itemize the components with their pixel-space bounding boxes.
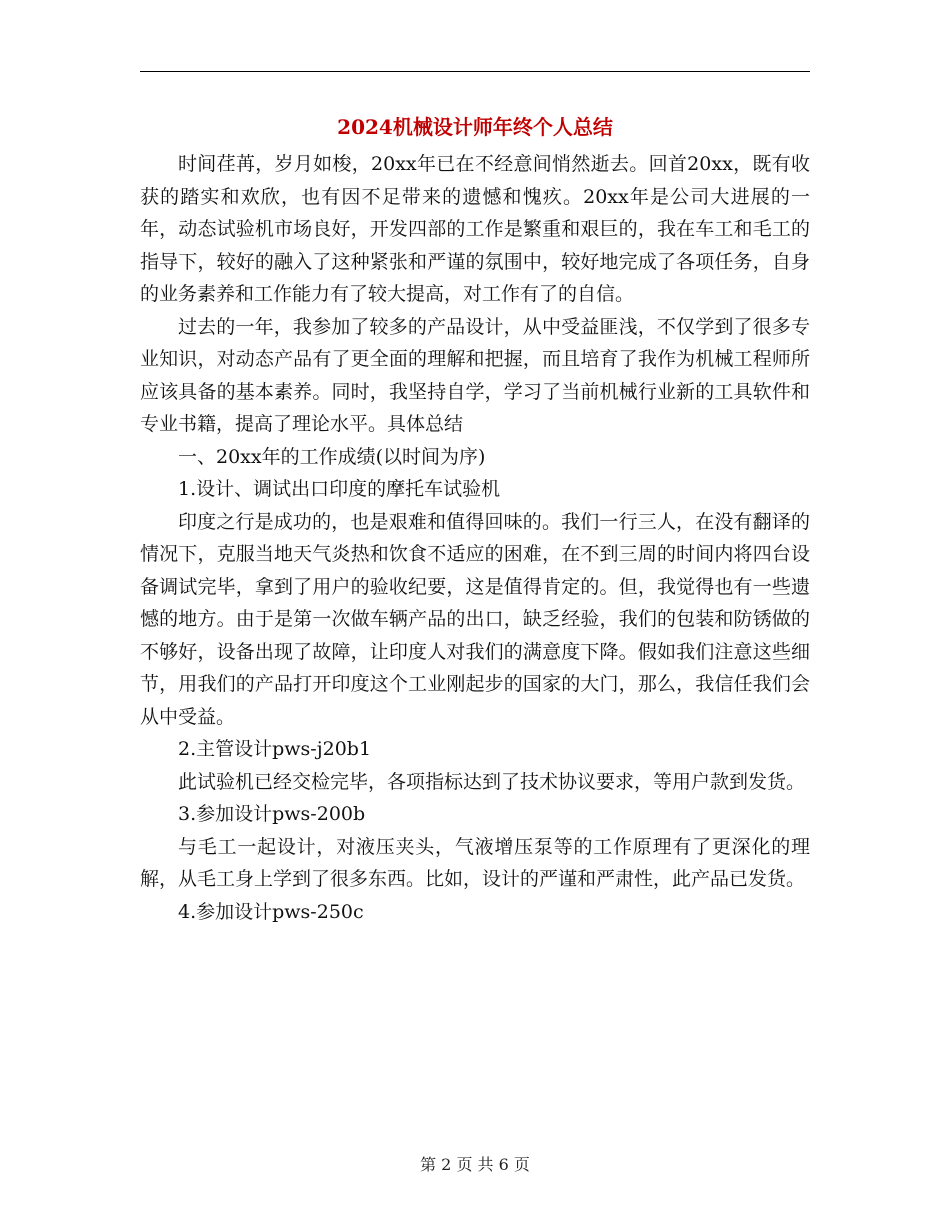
section-heading-achievements: 一、20xx年的工作成绩(以时间为序): [178, 445, 486, 468]
paragraph-india-trip: 印度之行是成功的，也是艰难和值得回味的。我们一行三人，在没有翻译的情况下，克服当地天气炎热和饮食不适应的困难，在不到三周的时间内将四台设备调试完毕，拿到了用户的验收纪要，这是值得肯定的。但，我觉得也有一些遗憾的地方。由于是第一次做车辆产品的出口，缺乏经验，我们的包装和防锈做的不够好，设备出现了故障，让印度人对我们的满意度下降。假如我们注意这些细节，用我们的产品打开印度这个工业刚起步的国家的大门，那么，我信任我们会从中受益。: [140, 510, 810, 728]
document-title: 2024机械设计师年终个人总结: [337, 115, 613, 139]
paragraph-item-2: 此试验机已经交检完毕，各项指标达到了技术协议要求，等用户款到发货。: [178, 770, 806, 793]
item-heading-2: 2.主管设计pws-j20b1: [178, 738, 372, 760]
item-heading-3: 3.参加设计pws-200b: [178, 803, 366, 825]
paragraph-intro: 时间荏苒，岁月如梭，20xx年已在不经意间悄然逝去。回首20xx，既有收获的踏实和欢欣，也有因不足带来的遗憾和愧疚。20xx年是公司大进展的一年，动态试验机市场良好，开发四部的工作是繁重和艰巨的，我在车工和毛工的指导下，较好的融入了这种紧张和严谨的氛围中，较好地完成了各项任务，自身的业务素养和工作能力有了较大提高，对工作有了的自信。: [140, 153, 810, 305]
header-divider: [140, 71, 810, 72]
item-heading-1: 1.设计、调试出口印度的摩托车试验机: [178, 478, 501, 500]
page-footer: 第 2 页 共 6 页: [420, 1155, 530, 1174]
document-body: [140, 148, 810, 928]
item-heading-4: 4.参加设计pws-250c: [178, 900, 364, 923]
paragraph-item-3: 与毛工一起设计，对液压夹头，气液增压泵等的工作原理有了更深化的理解，从毛工身上学到了很多东西。比如，设计的严谨和严肃性，此产品已发货。: [140, 835, 810, 890]
paragraph-past-year: 过去的一年，我参加了较多的产品设计，从中受益匪浅，不仅学到了很多专业知识，对动态产品有了更全面的理解和把握，而且培育了我作为机械工程师所应该具备的基本素养。同时，我坚持自学，学习了当前机械行业新的工具软件和专业书籍，提高了理论水平。具体总结: [140, 315, 810, 435]
